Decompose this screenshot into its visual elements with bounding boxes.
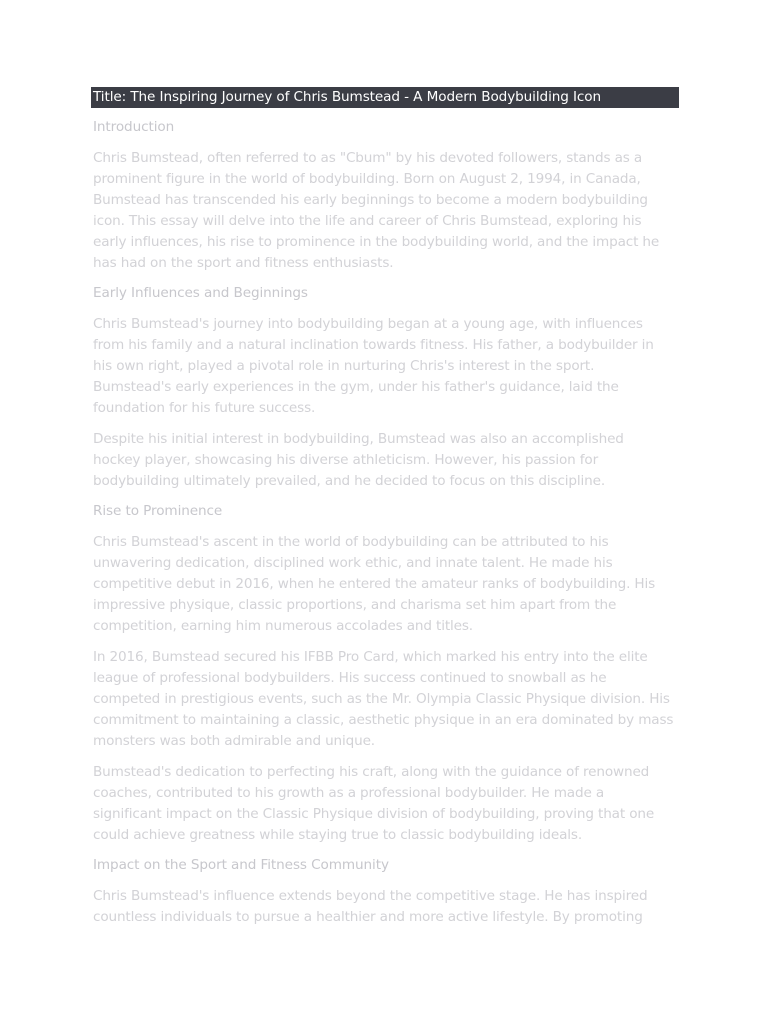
section-heading-impact: Impact on the Sport and Fitness Community: [93, 857, 389, 873]
section-heading-early-influences: Early Influences and Beginnings: [93, 285, 308, 301]
section-heading-rise-to-prominence: Rise to Prominence: [93, 503, 223, 519]
paragraph: Chris Bumstead's ascent in the world of bodybuilding can be attributed to his unwavering dedication, disciplined work ethic, and innate talent. He made his competitive debut in 2016, when he entered the amateur ranks of bodybuilding. His impressive physique, classic proportions, and charisma set him apart from the competition, earning him numerous accolades and titles.: [93, 534, 656, 634]
paragraph: In 2016, Bumstead secured his IFBB Pro Card, which marked his entry into the elite league of professional bodybuilders. His success continued to snowball as he competed in prestigious events, such as the Mr. Olympia Classic Physique division. His commitment to maintaining a classic, aesthetic physique in an era dominated by mass monsters was both admirable and unique.: [93, 649, 674, 749]
paragraph: Despite his initial interest in bodybuilding, Bumstead was also an accomplished hockey player, showcasing his diverse athleticism. However, his passion for bodybuilding ultimately prevailed, and he decided to focus on this discipline.: [93, 431, 624, 489]
paragraph: Chris Bumstead's journey into bodybuilding began at a young age, with influences from his family and a natural inclination towards fitness. His father, a bodybuilder in his own right, played a pivotal role in nurturing Chris's interest in the sport. Bumstead's early experiences in the gym, under his father's guidance, laid the foundation for his future success.: [93, 316, 654, 416]
paragraph: Chris Bumstead, often referred to as "Cbum" by his devoted followers, stands as a prominent figure in the world of bodybuilding. Born on August 2, 1994, in Canada, Bumstead has transcended his early beginnings to become a modern bodybuilding icon. This essay will delve into the life and career of Chris Bumstead, exploring his early influences, his rise to prominence in the bodybuilding world, and the impact he has had on the sport and fitness enthusiasts.: [93, 150, 660, 271]
paragraph: Bumstead's dedication to perfecting his craft, along with the guidance of renowned coaches, contributed to his growth as a professional bodybuilder. He made a significant impact on the Classic Physique division of bodybuilding, proving that one could achieve greatness while staying true to classic bodybuilding ideals.: [93, 764, 655, 843]
document-body: [91, 87, 679, 928]
paragraph: Chris Bumstead's influence extends beyond the competitive stage. He has inspired countless individuals to pursue a healthier and more active lifestyle. By promoting: [93, 888, 648, 925]
section-heading-introduction: Introduction: [93, 119, 175, 135]
document-title: Title: The Inspiring Journey of Chris Bumstead - A Modern Bodybuilding Icon: [91, 87, 679, 108]
